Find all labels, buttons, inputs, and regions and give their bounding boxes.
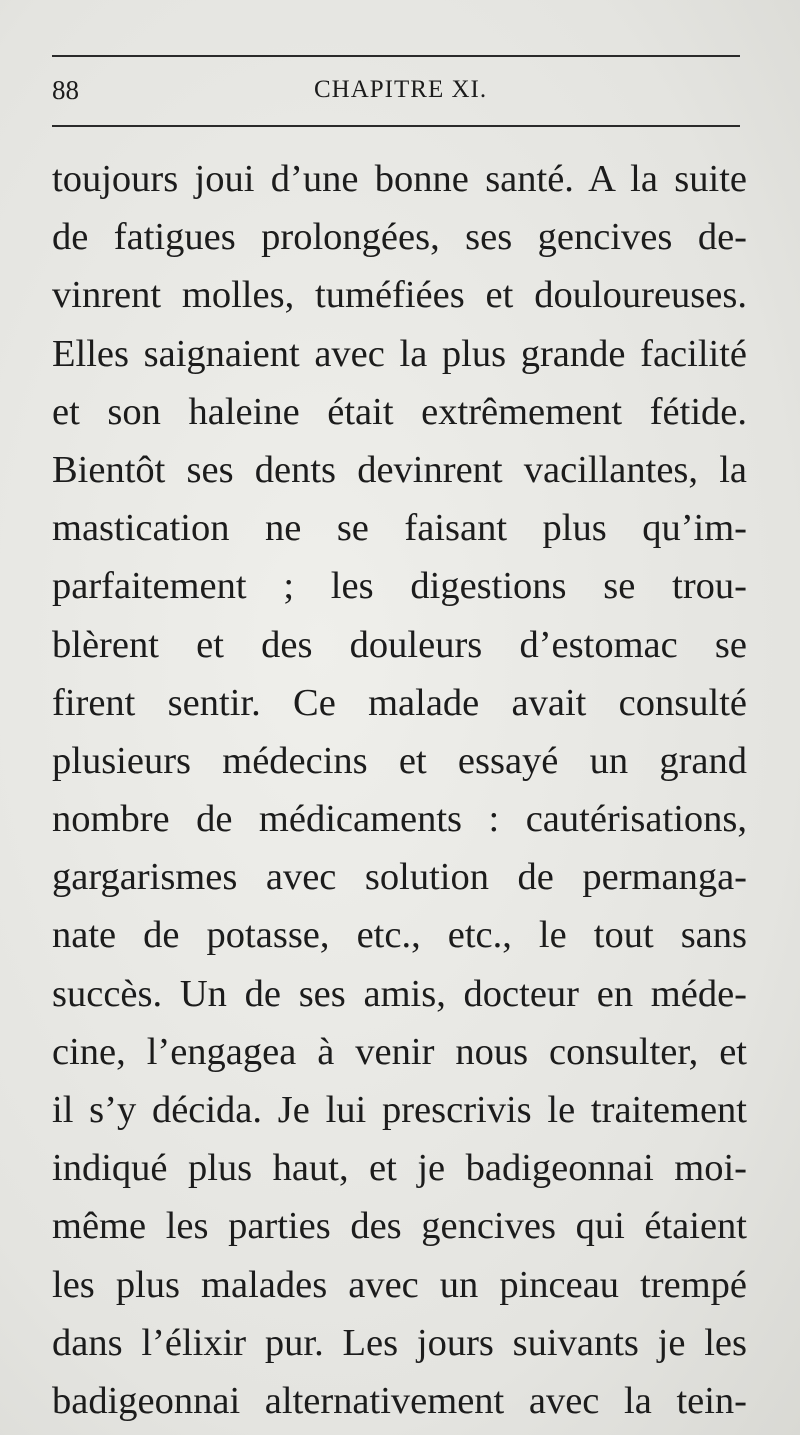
text-line: gargarismes avec solution de permanga- [52, 856, 747, 899]
text-line: de fatigues prolongées, ses gencives de- [52, 216, 747, 259]
text-line: dans l’élixir pur. Les jours suivants je les [52, 1321, 747, 1364]
text-line: parfaitement ; les digestions se trou- [52, 565, 747, 608]
chapter-title: CHAPITRE XI. [314, 76, 488, 103]
header-top-rule [52, 55, 740, 57]
text-line: Elles saignaient avec la plus grande facilité [52, 332, 747, 375]
text-line: plusieurs médecins et essayé un grand [52, 739, 747, 782]
text-line: toujours joui d’une bonne santé. A la suite [52, 158, 747, 200]
text-line: il s’y décida. Je lui prescrivis le traitement [52, 1089, 747, 1131]
text-line: Bientôt ses dents devinrent vacillantes, la [52, 448, 747, 491]
text-line: indiqué plus haut, et je badigeonnai moi- [52, 1147, 747, 1190]
text-line: cine, l’engagea à venir nous consulter, et [52, 1030, 747, 1073]
text-line: les plus malades avec un pinceau trempé [52, 1263, 747, 1306]
text-line: et son haleine était extrêmement fétide. [52, 390, 747, 433]
body-text [52, 150, 747, 1430]
text-line: même les parties des gencives qui étaient [52, 1205, 747, 1248]
text-line: blèrent et des douleurs d’estomac se [52, 623, 747, 666]
text-line: mastication ne se faisant plus qu’im- [52, 507, 747, 550]
text-line: badigeonnai alternativement avec la tein- [52, 1379, 747, 1422]
text-line: nate de potasse, etc., etc., le tout sans [52, 914, 747, 957]
page-number: 88 [52, 75, 79, 105]
text-line: vinrent molles, tuméfiées et douloureuses. [52, 274, 747, 317]
text-line: firent sentir. Ce malade avait consulté [52, 681, 747, 724]
text-line: succès. Un de ses amis, docteur en méde- [52, 972, 747, 1015]
header-bottom-rule [52, 125, 740, 127]
text-line: nombre de médicaments : cautérisations, [52, 798, 747, 841]
running-head [52, 72, 740, 108]
